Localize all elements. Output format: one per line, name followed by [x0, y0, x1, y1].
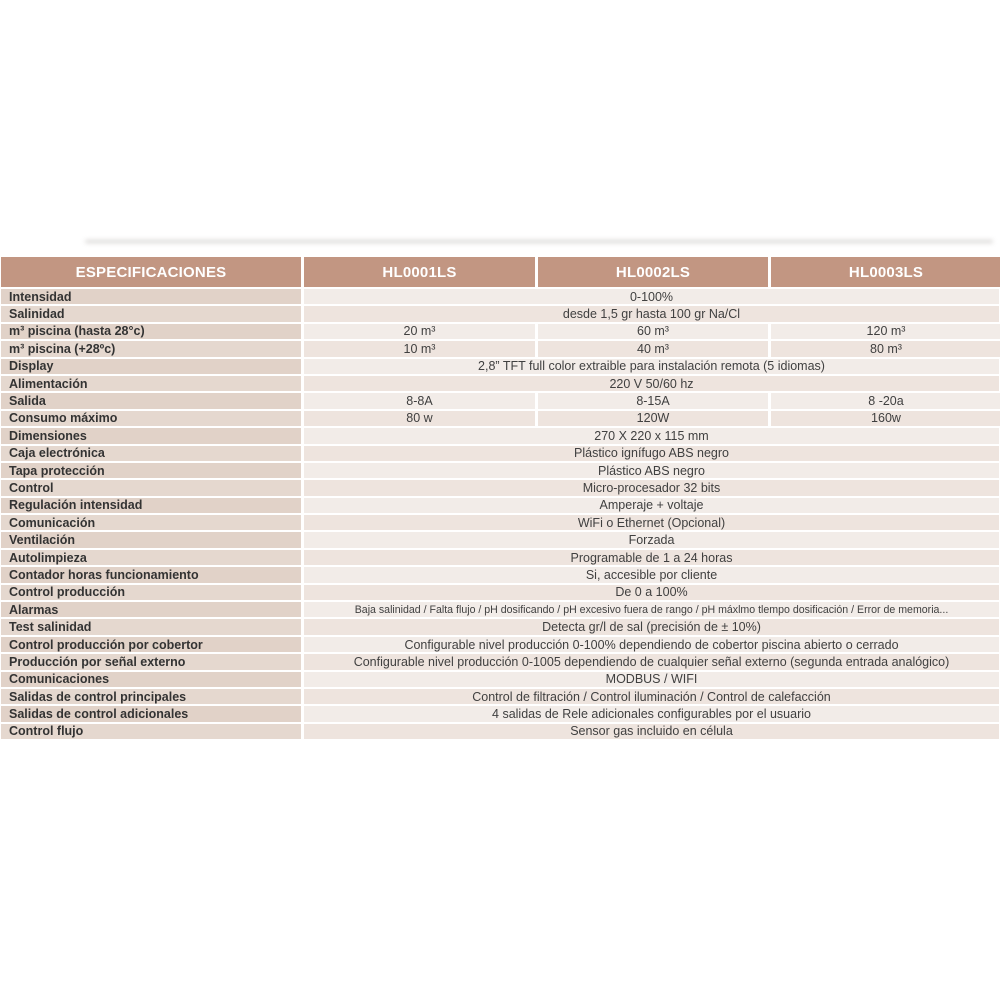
table-row — [1, 359, 999, 374]
row-value-model-3: 160w — [771, 411, 1000, 426]
table-row — [1, 689, 999, 704]
row-value-span: De 0 a 100% — [304, 585, 999, 600]
row-label: Regulación intensidad — [1, 498, 301, 513]
row-label: Alimentación — [1, 376, 301, 391]
table-row — [1, 376, 999, 391]
table-row — [1, 463, 999, 478]
table-top-shadow — [85, 240, 993, 243]
row-value-span: desde 1,5 gr hasta 100 gr Na/Cl — [304, 306, 999, 321]
table-row — [1, 393, 999, 408]
header-cell-model-2: HL0002LS — [538, 257, 768, 287]
row-label: Control producción por cobertor — [1, 637, 301, 652]
row-label: Autolimpieza — [1, 550, 301, 565]
row-label: Caja electrónica — [1, 446, 301, 461]
header-cell-model-3: HL0003LS — [771, 257, 1000, 287]
row-value-model-1: 20 m³ — [304, 324, 535, 339]
table-body — [1, 289, 999, 739]
header-cell-especificaciones: ESPECIFICACIONES — [1, 257, 301, 287]
row-label: Ventilación — [1, 532, 301, 547]
row-label: Test salinidad — [1, 619, 301, 634]
row-value-model-1: 10 m³ — [304, 341, 535, 356]
row-label: Salida — [1, 393, 301, 408]
table-row — [1, 341, 999, 356]
row-value-span: Detecta gr/l de sal (precisión de ± 10%) — [304, 619, 999, 634]
row-value-span: WiFi o Ethernet (Opcional) — [304, 515, 999, 530]
row-value-span: Amperaje + voltaje — [304, 498, 999, 513]
row-label: Producción por señal externo — [1, 654, 301, 669]
row-value-model-2: 120W — [538, 411, 768, 426]
row-value-span: Forzada — [304, 532, 999, 547]
row-value-span: Control de filtración / Control iluminación / Control de calefacción — [304, 689, 999, 704]
row-label: Control — [1, 480, 301, 495]
row-label: Control flujo — [1, 724, 301, 739]
table-row — [1, 550, 999, 565]
table-row — [1, 637, 999, 652]
table-row — [1, 428, 999, 443]
row-value-model-2: 8-15A — [538, 393, 768, 408]
row-label: Comunicaciones — [1, 672, 301, 687]
header-cell-model-1: HL0001LS — [304, 257, 535, 287]
row-value-span: Configurable nivel producción 0-100% dependiendo de cobertor piscina abierto o cerrado — [304, 637, 999, 652]
table-row — [1, 306, 999, 321]
row-label: Tapa protección — [1, 463, 301, 478]
row-label: Consumo máximo — [1, 411, 301, 426]
table-row — [1, 654, 999, 669]
row-value-model-2: 60 m³ — [538, 324, 768, 339]
table-row — [1, 724, 999, 739]
row-label: Contador horas funcionamiento — [1, 567, 301, 582]
row-label: Salidas de control adicionales — [1, 706, 301, 721]
row-value-model-1: 8-8A — [304, 393, 535, 408]
row-value-model-3: 120 m³ — [771, 324, 1000, 339]
row-label: Comunicación — [1, 515, 301, 530]
row-value-span: 0-100% — [304, 289, 999, 304]
row-value-span: 4 salidas de Rele adicionales configurables por el usuario — [304, 706, 999, 721]
table-row — [1, 567, 999, 582]
table-row — [1, 480, 999, 495]
row-value-model-3: 80 m³ — [771, 341, 1000, 356]
row-label: Salidas de control principales — [1, 689, 301, 704]
table-row — [1, 706, 999, 721]
row-value-model-2: 40 m³ — [538, 341, 768, 356]
row-value-model-3: 8 -20a — [771, 393, 1000, 408]
row-label: m³ piscina (+28ºc) — [1, 341, 301, 356]
specifications-table — [1, 257, 999, 741]
table-row — [1, 532, 999, 547]
table-row — [1, 602, 999, 617]
row-value-span: Plástico ignífugo ABS negro — [304, 446, 999, 461]
row-value-span: Plástico ABS negro — [304, 463, 999, 478]
row-value-span: Programable de 1 a 24 horas — [304, 550, 999, 565]
row-label: m³ piscina (hasta 28°c) — [1, 324, 301, 339]
table-row — [1, 324, 999, 339]
row-value-model-1: 80 w — [304, 411, 535, 426]
row-label: Intensidad — [1, 289, 301, 304]
row-value-span: 270 X 220 x 115 mm — [304, 428, 999, 443]
table-row — [1, 446, 999, 461]
row-value-span: Micro-procesador 32 bits — [304, 480, 999, 495]
row-value-span: 220 V 50/60 hz — [304, 376, 999, 391]
row-value-span: MODBUS / WIFI — [304, 672, 999, 687]
table-row — [1, 619, 999, 634]
row-label: Display — [1, 359, 301, 374]
row-label: Salinidad — [1, 306, 301, 321]
row-value-span: Si, accesible por cliente — [304, 567, 999, 582]
row-value-span: Configurable nivel producción 0-1005 dependiendo de cualquier señal externo (segunda entrada analógico) — [304, 654, 999, 669]
table-header-row — [1, 257, 999, 287]
row-label: Alarmas — [1, 602, 301, 617]
table-row — [1, 498, 999, 513]
table-row — [1, 672, 999, 687]
row-label: Control producción — [1, 585, 301, 600]
table-row — [1, 585, 999, 600]
table-row — [1, 289, 999, 304]
table-row — [1, 515, 999, 530]
row-value-span: 2,8” TFT full color extraible para instalación remota (5 idiomas) — [304, 359, 999, 374]
row-value-span: Sensor gas incluido en célula — [304, 724, 999, 739]
row-value-span: Baja salinidad / Falta flujo / pH dosificando / pH excesivo fuera de rango / pH máxlmo tlempo dosificación / Error de memoria... — [304, 602, 999, 617]
row-label: Dimensiones — [1, 428, 301, 443]
table-row — [1, 411, 999, 426]
